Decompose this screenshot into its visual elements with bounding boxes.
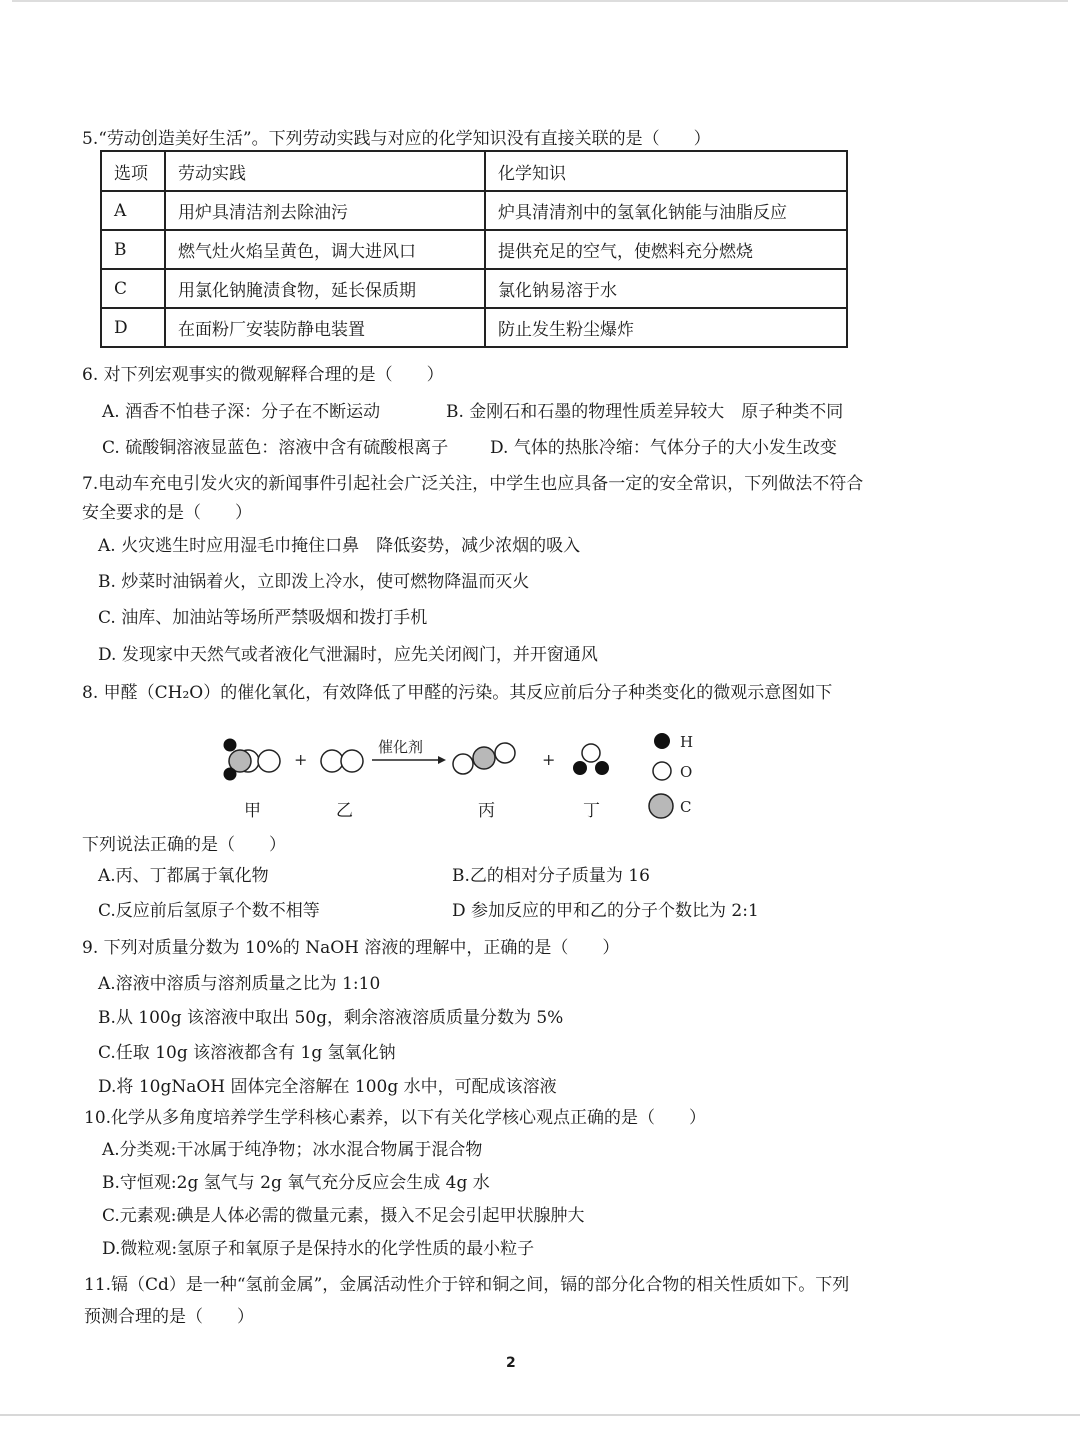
q6-option-b: B. 金刚石和石墨的物理性质差异较大 原子种类不同 bbox=[446, 402, 844, 422]
table-cell: 在面粉厂安装防静电装置 bbox=[165, 308, 485, 347]
plus-sign-2: + bbox=[542, 750, 556, 769]
table-row bbox=[101, 269, 847, 308]
q6-stem: 6. 对下列宏观事实的微观解释合理的是（ ） bbox=[82, 365, 444, 385]
table-header-row bbox=[101, 151, 847, 191]
table-row bbox=[101, 308, 847, 347]
q9-option-d: D.将 10gNaOH 固体完全溶解在 100g 水中，可配成该溶液 bbox=[98, 1077, 557, 1097]
q10-option-d: D.微粒观:氢原子和氧原子是保持水的化学性质的最小粒子 bbox=[102, 1239, 535, 1259]
q10-option-c: C.元素观:碘是人体必需的微量元素，摄入不足会引起甲状腺肿大 bbox=[102, 1206, 585, 1226]
molecule-yi bbox=[321, 750, 363, 772]
molecule-jia bbox=[224, 739, 280, 780]
molecule-bing bbox=[453, 743, 515, 774]
q9-option-b: B.从 100g 该溶液中取出 50g，剩余溶液溶质质量分数为 5% bbox=[98, 1008, 564, 1028]
q11-stem-line2: 预测合理的是（ ） bbox=[84, 1307, 254, 1327]
q5-stem: 5.“劳动创造美好生活”。下列劳动实践与对应的化学知识没有直接关联的是（ ） bbox=[82, 129, 711, 149]
q10-option-b: B.守恒观:2g 氢气与 2g 氧气充分反应会生成 4g 水 bbox=[102, 1173, 490, 1193]
label-bing: 丙 bbox=[478, 801, 495, 821]
label-yi: 乙 bbox=[336, 801, 353, 821]
table-row bbox=[101, 230, 847, 269]
label-jia: 甲 bbox=[244, 801, 261, 821]
q6-option-a: A. 酒香不怕巷子深：分子在不断运动 bbox=[102, 402, 381, 422]
plus-sign-1: + bbox=[294, 750, 308, 769]
page-top-edge bbox=[12, 0, 1068, 2]
page-bottom-edge bbox=[0, 1414, 1080, 1416]
q8-stem: 8. 甲醛（CH₂O）的催化氧化，有效降低了甲醛的污染。其反应前后分子种类变化的微观示意图如下 bbox=[82, 683, 833, 703]
table-cell: D bbox=[101, 308, 165, 347]
q5-table bbox=[100, 150, 848, 348]
table-cell: 提供充足的空气，使燃料充分燃烧 bbox=[485, 230, 847, 269]
table-row bbox=[101, 191, 847, 230]
legend-c-atom bbox=[649, 794, 673, 818]
legend-h-atom bbox=[654, 733, 670, 749]
label-ding: 丁 bbox=[583, 801, 600, 821]
q6-option-c: C. 硫酸铜溶液显蓝色：溶液中含有硫酸根离子 bbox=[102, 438, 449, 458]
catalyst-label: 催化剂 bbox=[378, 738, 424, 756]
molecule-ding bbox=[573, 744, 609, 775]
header-practice: 劳动实践 bbox=[165, 151, 485, 191]
q10-option-a: A.分类观:干冰属于纯净物；冰水混合物属于混合物 bbox=[102, 1140, 483, 1160]
legend-o-label: O bbox=[680, 763, 693, 781]
q9-option-a: A.溶液中溶质与溶剂质量之比为 1:10 bbox=[98, 974, 381, 994]
table-cell: C bbox=[101, 269, 165, 308]
table-cell: A bbox=[101, 191, 165, 230]
table-cell: 炉具清清剂中的氢氧化钠能与油脂反应 bbox=[485, 191, 847, 230]
table-cell: 用炉具清洁剂去除油污 bbox=[165, 191, 485, 230]
legend-o-atom bbox=[653, 762, 671, 780]
q7-option-d: D. 发现家中天然气或者液化气泄漏时，应先关闭阀门，并开窗通风 bbox=[98, 645, 598, 665]
table-cell: 用氯化钠腌渍食物，延长保质期 bbox=[165, 269, 485, 308]
q8-option-d: D 参加反应的甲和乙的分子个数比为 2:1 bbox=[452, 901, 759, 921]
table-cell: 防止发生粉尘爆炸 bbox=[485, 308, 847, 347]
header-option: 选项 bbox=[101, 151, 165, 191]
q10-stem: 10.化学从多角度培养学生学科核心素养，以下有关化学核心观点正确的是（ ） bbox=[84, 1108, 707, 1128]
q8-sub-stem: 下列说法正确的是（ ） bbox=[82, 835, 286, 855]
legend-c-label: C bbox=[680, 798, 692, 816]
q7-option-a: A. 火灾逃生时应用湿毛巾掩住口鼻 降低姿势，减少浓烟的吸入 bbox=[98, 536, 581, 556]
q7-stem-line1: 7.电动车充电引发火灾的新闻事件引起社会广泛关注，中学生也应具备一定的安全常识，下列做法不符合 bbox=[82, 474, 864, 494]
table-cell: 燃气灶火焰呈黄色，调大进风口 bbox=[165, 230, 485, 269]
header-knowledge: 化学知识 bbox=[485, 151, 847, 191]
table-cell: 氯化钠易溶于水 bbox=[485, 269, 847, 308]
q7-option-b: B. 炒菜时油锅着火，立即泼上冷水，使可燃物降温而灭火 bbox=[98, 572, 530, 592]
reaction-diagram bbox=[200, 722, 720, 822]
molecule-diagram-svg bbox=[200, 722, 720, 822]
legend-h-label: H bbox=[680, 733, 694, 751]
reaction-arrow bbox=[372, 756, 446, 764]
q7-option-c: C. 油库、加油站等场所严禁吸烟和拨打手机 bbox=[98, 608, 428, 628]
q8-option-c: C.反应前后氢原子个数不相等 bbox=[98, 901, 320, 921]
q11-stem-line1: 11.镉（Cd）是一种“氢前金属”，金属活动性介于锌和铜之间，镉的部分化合物的相关性质如下。下列 bbox=[84, 1275, 850, 1295]
q8-option-b: B.乙的相对分子质量为 16 bbox=[452, 866, 650, 886]
q9-option-c: C.任取 10g 该溶液都含有 1g 氢氧化钠 bbox=[98, 1043, 396, 1063]
atom-legend bbox=[649, 733, 693, 818]
q7-stem-line2: 安全要求的是（ ） bbox=[82, 503, 252, 523]
q8-option-a: A.丙、丁都属于氧化物 bbox=[98, 866, 269, 886]
q9-stem: 9. 下列对质量分数为 10%的 NaOH 溶液的理解中，正确的是（ ） bbox=[82, 938, 620, 958]
page-number: 2 bbox=[506, 1355, 516, 1371]
table-cell: B bbox=[101, 230, 165, 269]
q6-option-d: D. 气体的热胀冷缩：气体分子的大小发生改变 bbox=[490, 438, 837, 458]
